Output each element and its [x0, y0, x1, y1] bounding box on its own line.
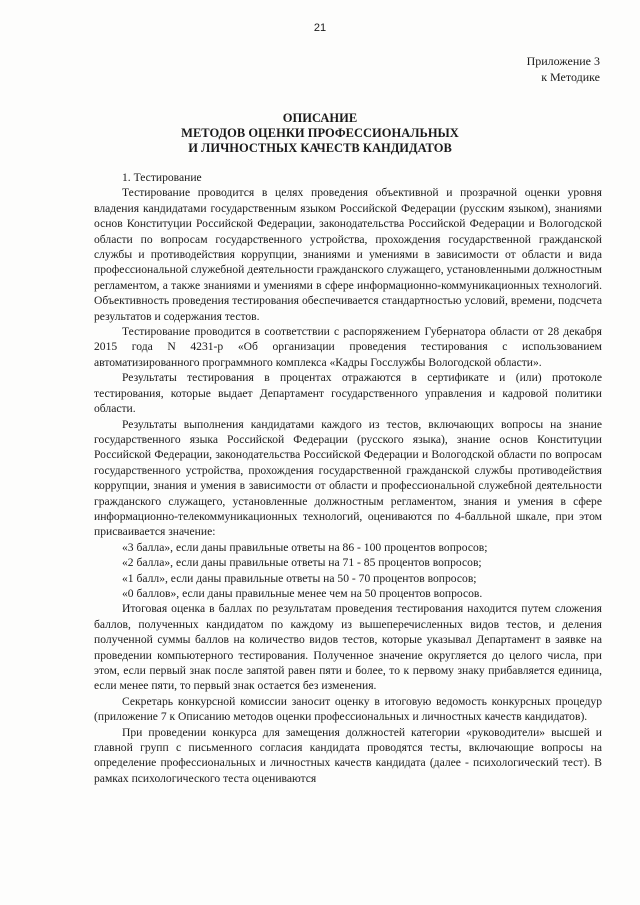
section-heading-testing: 1. Тестирование — [122, 171, 202, 184]
paragraph: Тестирование проводится в соответствии с распоряжением Губернатора области от 28 декабря 2015 года N 4231-р «Об организации проведения тестирования с использованием автоматизированного программного комплекса «Кадры Госслужбы Вологодской области». — [94, 325, 602, 369]
score-list-item: «2 балла», если даны правильные ответы на 71 - 85 процентов вопросов; — [122, 556, 482, 570]
paragraph: Тестирование проводится в целях проведения объективной и прозрачной оценки уровня владения кандидатами государственным языком Российской Федерации (русским языком), знаниями основ Конституции Российской Федерации, законодательства Российской Федерации и Вологодской области по вопросам государственного устройства, прохождения государственной гражданской службы и противодействия коррупции, знаниями и умениями в зависимости от области и вида профессиональной служебной деятельности гражданского служащего, установленными должностным регламентом, а также знаниями и умениями в сфере информационно-коммуникационных технологий. Объективность проведения тестирования обеспечивается стандартностью условий, времени, подсчета результатов и содержания тестов. — [94, 186, 602, 323]
score-list-item: «0 баллов», если даны правильные менее чем на 50 процентов вопросов. — [122, 586, 483, 600]
score-list-item: «3 балла», если даны правильные ответы на 86 - 100 процентов вопросов; — [122, 540, 488, 554]
appendix-line-2: к Методике — [541, 70, 600, 84]
paragraph: Итоговая оценка в баллах по результатам проведения тестирования находится путем сложения баллов, полученных кандидатом по каждому из вышеперечисленных видов тестов, и деления полученной суммы баллов на количество видов тестов, которые указывал Департамент в заявке на проведении компьютерного тестирования. Полученное значение округляется до целого числа, при этом, если первый знак после запятой равен пяти и более, то к первому знаку прибавляется единица, если менее пяти, то первый знак остается без изменения. — [94, 602, 602, 693]
paragraph: При проведении конкурса для замещения должностей категории «руководители» высшей и главной групп с письменного согласия кандидата проводятся тесты, включающие вопросы на определение профессиональных и личностных качеств кандидата (далее - психологический тест). В рамках психологического теста оцениваются — [94, 725, 602, 785]
score-list-item: «1 балл», если даны правильные ответы на 50 - 70 процентов вопросов; — [122, 571, 477, 585]
paragraph: Результаты выполнения кандидатами каждого из тестов, включающих вопросы на знание государственного языка Российской Федерации (русского языка), знание основ Конституции Российской Федерации, законодательства Российской Федерации и Вологодской области по вопросам государственного устройства, прохождения государственной гражданской службы противодействия коррупции, знания и умения в зависимости от области и профессиональной служебной деятельности гражданского служащего, установленные должностным регламентом, знания и умения в сфере информационно-телекоммуникационных технологий, оцениваются по 4-балльной шкале, при этом присваивается значение: — [94, 417, 602, 539]
appendix-reference — [527, 53, 600, 85]
document-body — [94, 170, 602, 786]
paragraph: Результаты тестирования в процентах отражаются в сертификате и (или) протоколе тестирования, которые выдает Департамент государственного управления и кадровой политики области. — [94, 371, 602, 416]
title-line-1: ОПИСАНИЕ — [282, 111, 358, 125]
paragraph: Секретарь конкурсной комиссии заносит оценку в итоговую ведомость конкурсных процедур (приложение 7 к Описанию методов оценки профессиональных и личностных качеств кандидатов). — [94, 694, 602, 724]
title-line-2: МЕТОДОВ ОЦЕНКИ ПРОФЕССИОНАЛЬНЫХ — [181, 126, 459, 140]
page-number: 21 — [313, 22, 327, 34]
document-title — [0, 111, 640, 156]
appendix-line-1: Приложение 3 — [526, 54, 600, 68]
title-line-3: И ЛИЧНОСТНЫХ КАЧЕСТВ КАНДИДАТОВ — [188, 141, 452, 155]
